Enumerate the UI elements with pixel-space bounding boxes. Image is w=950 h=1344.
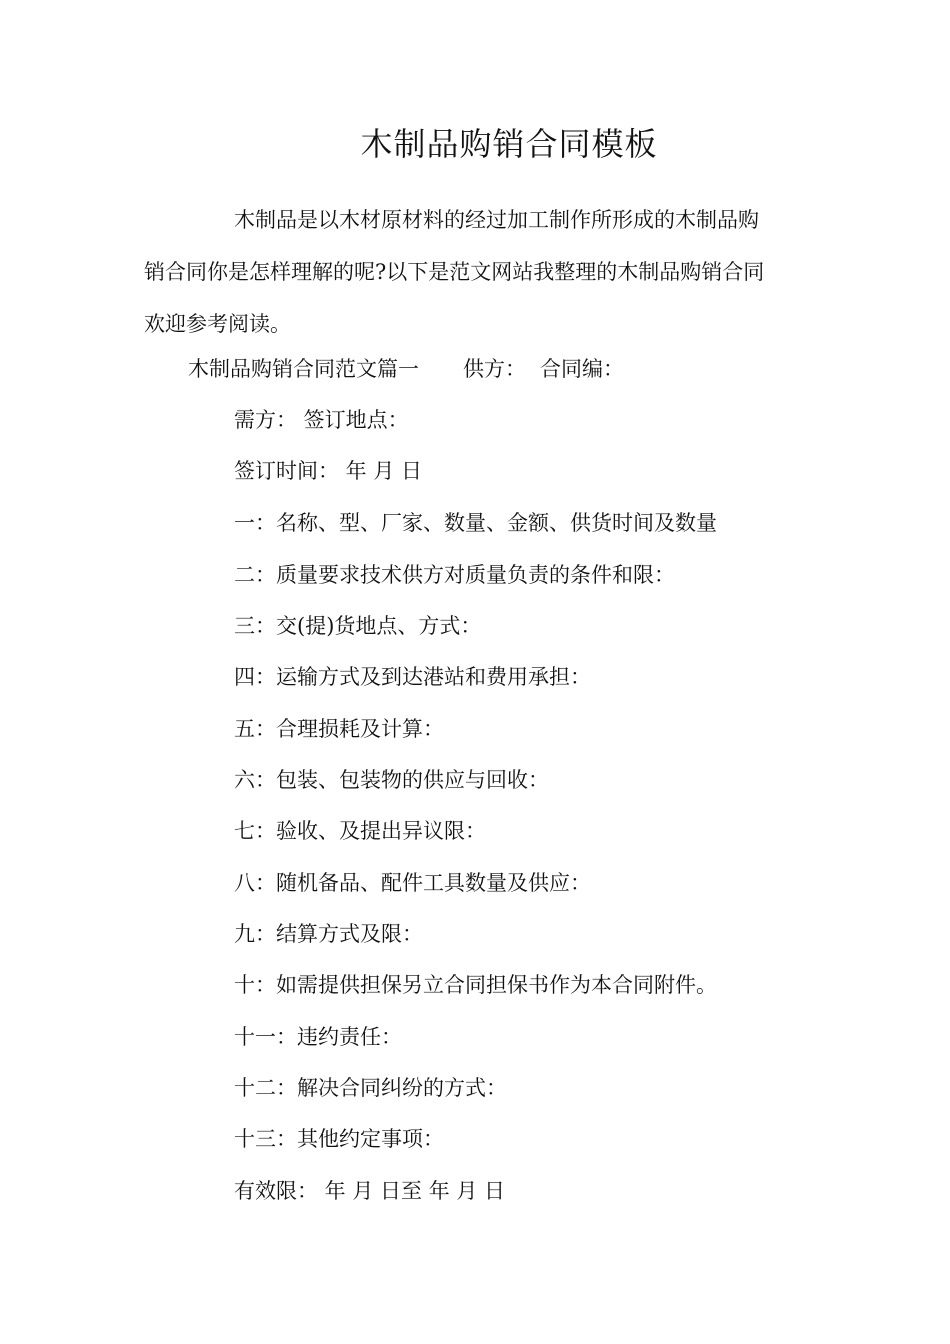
intro-paragraph (144, 194, 824, 350)
validity-period-line: 有效限： 年 月 日至 年 月 日 (234, 1179, 506, 1203)
clause-8: 八：随机备品、配件工具数量及供应： (234, 871, 591, 895)
clause-1: 一：名称、型、厂家、数量、金额、供货时间及数量 (234, 511, 717, 535)
clause-6: 六：包装、包装物的供应与回收： (234, 768, 549, 792)
clause-12: 十二：解决合同纠纷的方式： (234, 1076, 507, 1100)
intro-line: 木制品是以木材原材料的经过加工制作所形成的木制品购 (234, 208, 759, 232)
clause-13: 十三：其他约定事项： (234, 1127, 444, 1151)
clause-9: 九：结算方式及限： (234, 922, 423, 946)
intro-line: 销合同你是怎样理解的呢?以下是范文网站我整理的木制品购销合同 (144, 260, 765, 284)
clause-4: 四：运输方式及到达港站和费用承担： (234, 665, 591, 689)
intro-line: 欢迎参考阅读。 (144, 312, 291, 336)
clause-3: 三：交(提)货地点、方式： (234, 614, 482, 638)
clause-11: 十一：违约责任： (234, 1025, 402, 1049)
clause-2: 二：质量要求技术供方对质量负责的条件和限： (234, 563, 675, 587)
contract-header-line (188, 354, 624, 384)
contract-heading: 木制品购销合同范文篇一 (188, 357, 419, 381)
supplier-label: 供方： (463, 357, 526, 381)
buyer-line: 需方： 签订地点： (234, 408, 409, 432)
contract-number-label: 合同编： (540, 357, 624, 381)
document-title: 木制品购销合同模板 (360, 125, 658, 163)
clause-7: 七：验收、及提出异议限： (234, 819, 486, 843)
clause-10: 十：如需提供担保另立合同担保书作为本合同附件。 (234, 973, 717, 997)
signing-date-line: 签订时间： 年 月 日 (234, 459, 423, 483)
clause-5: 五：合理损耗及计算： (234, 717, 444, 741)
